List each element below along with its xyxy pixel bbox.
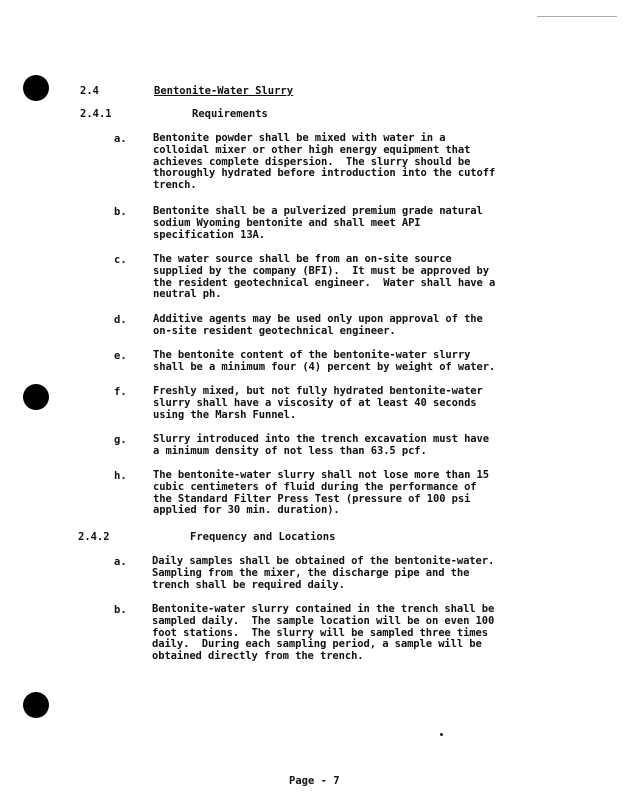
item-text: Bentonite powder shall be mixed with water in a colloidal mixer or other high energy equipment that achieves complete dispersion. The slurry should be thoroughly hydrated before introduction into the cutoff trench. bbox=[153, 132, 496, 192]
item-text: Additive agents may be used only upon approval of the on-site resident geotechnical engineer. bbox=[153, 313, 483, 337]
item-letter: b. bbox=[114, 206, 127, 218]
subsection-title: Requirements bbox=[192, 108, 268, 120]
binder-hole-top bbox=[23, 75, 49, 101]
item-letter: a. bbox=[114, 556, 127, 568]
item-letter: c. bbox=[114, 254, 127, 266]
item-letter: a. bbox=[114, 133, 127, 145]
section-number: 2.4 bbox=[80, 85, 99, 97]
subsection-title: Frequency and Locations bbox=[190, 531, 336, 543]
item-letter: g. bbox=[114, 434, 127, 446]
scan-artifact bbox=[440, 733, 443, 736]
item-letter: e. bbox=[114, 350, 127, 362]
subsection-number: 2.4.1 bbox=[80, 108, 112, 120]
binder-hole-middle bbox=[23, 384, 49, 410]
item-text: Bentonite-water slurry contained in the trench shall be sampled daily. The sample location will be on even 100 foot stations. The slurry will be sampled three times daily. During each sampling period, a sample will be obtained directly from the trench. bbox=[152, 603, 495, 663]
item-text: Bentonite shall be a pulverized premium grade natural sodium Wyoming bentonite and shall meet API specification 13A. bbox=[153, 205, 483, 241]
binder-hole-bottom bbox=[23, 692, 49, 718]
scan-artifact bbox=[537, 16, 617, 17]
item-text: The bentonite-water slurry shall not lose more than 15 cubic centimeters of fluid during the performance of the Standard Filter Press Test (pressure of 100 psi applied for 30 min. duration). bbox=[153, 469, 489, 517]
section-title: Bentonite-Water Slurry bbox=[154, 85, 294, 97]
item-text: The water source shall be from an on-site source supplied by the company (BFI). It must be approved by the resident geotechnical engineer. Water shall have a neutral ph. bbox=[153, 253, 496, 301]
item-text: Slurry introduced into the trench excavation must have a minimum density of not less than 63.5 pcf. bbox=[153, 433, 489, 457]
item-text: The bentonite content of the bentonite-water slurry shall be a minimum four (4) percent by weight of water. bbox=[153, 349, 496, 373]
item-text: Daily samples shall be obtained of the bentonite-water. Sampling from the mixer, the discharge pipe and the trench shall be required daily. bbox=[152, 555, 495, 591]
item-letter: f. bbox=[114, 386, 127, 398]
item-letter: b. bbox=[114, 604, 127, 616]
item-letter: d. bbox=[114, 314, 127, 326]
subsection-number: 2.4.2 bbox=[78, 531, 110, 543]
page-number: Page - 7 bbox=[289, 775, 340, 787]
item-text: Freshly mixed, but not fully hydrated bentonite-water slurry shall have a viscosity of at least 40 seconds using the Marsh Funnel. bbox=[153, 385, 483, 421]
item-letter: h. bbox=[114, 470, 127, 482]
